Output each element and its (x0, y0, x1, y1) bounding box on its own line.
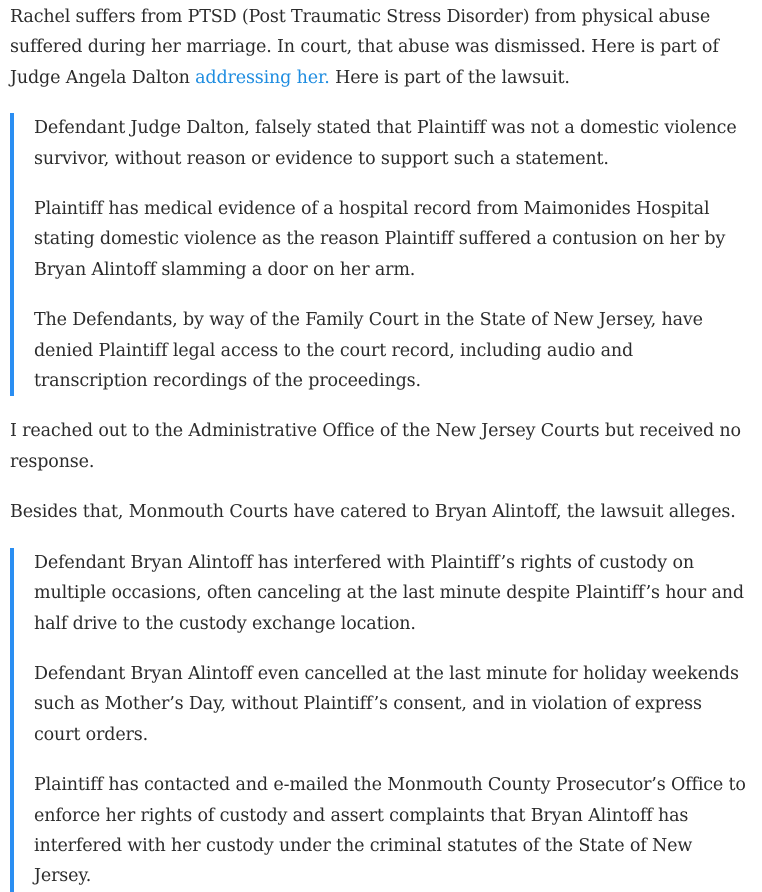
intro-paragraph (10, 2, 752, 93)
quote-paragraph: Defendant Judge Dalton, falsely stated that Plaintiff was not a domestic violence survivor, without reason or evidence to support such a statement. (34, 118, 737, 169)
lawsuit-quote-2 (10, 548, 752, 892)
body-paragraph: Besides that, Monmouth Courts have catered to Bryan Alintoff, the lawsuit alleges. (10, 502, 736, 523)
quote-paragraph: Plaintiff has medical evidence of a hospital record from Maimonides Hospital stating domestic violence as the reason Plaintiff suffered a contusion on her by Bryan Alintoff slamming a door on her arm. (34, 199, 726, 280)
intro-text: Rachel suffers from PTSD (Post Traumatic Stress Disorder) from physical abuse suffered during her marriage. In court, that abuse was dismissed. Here is part of Judge Angela Dalton (10, 7, 719, 88)
lawsuit-quote-1 (10, 113, 752, 396)
addressing-her-link[interactable]: addressing her. (195, 67, 330, 88)
quote-paragraph: Defendant Bryan Alintoff even cancelled at the last minute for holiday weekends such as Mother’s Day, without Plaintiff’s consent, and in violation of express court orders. (34, 663, 739, 745)
quote-paragraph: The Defendants, by way of the Family Court in the State of New Jersey, have denied Plaintiff legal access to the court record, including audio and transcription recordings of the proceedings. (34, 310, 703, 392)
quote-paragraph: Defendant Bryan Alintoff has interfered with Plaintiff’s rights of custody on multiple occasions, often canceling at the last minute despite Plaintiff’s hour and half drive to the custody exchange location. (34, 552, 744, 634)
intro-text-continued: Here is part of the lawsuit. (329, 67, 570, 88)
body-paragraph: I reached out to the Administrative Office of the New Jersey Courts but received no response. (10, 421, 741, 472)
quote-paragraph: Plaintiff has contacted and e-mailed the Monmouth County Prosecutor’s Office to enforce her rights of custody and assert complaints that Bryan Alintoff has interfered with her custody under the criminal statutes of the State of New Jersey. (34, 775, 746, 887)
